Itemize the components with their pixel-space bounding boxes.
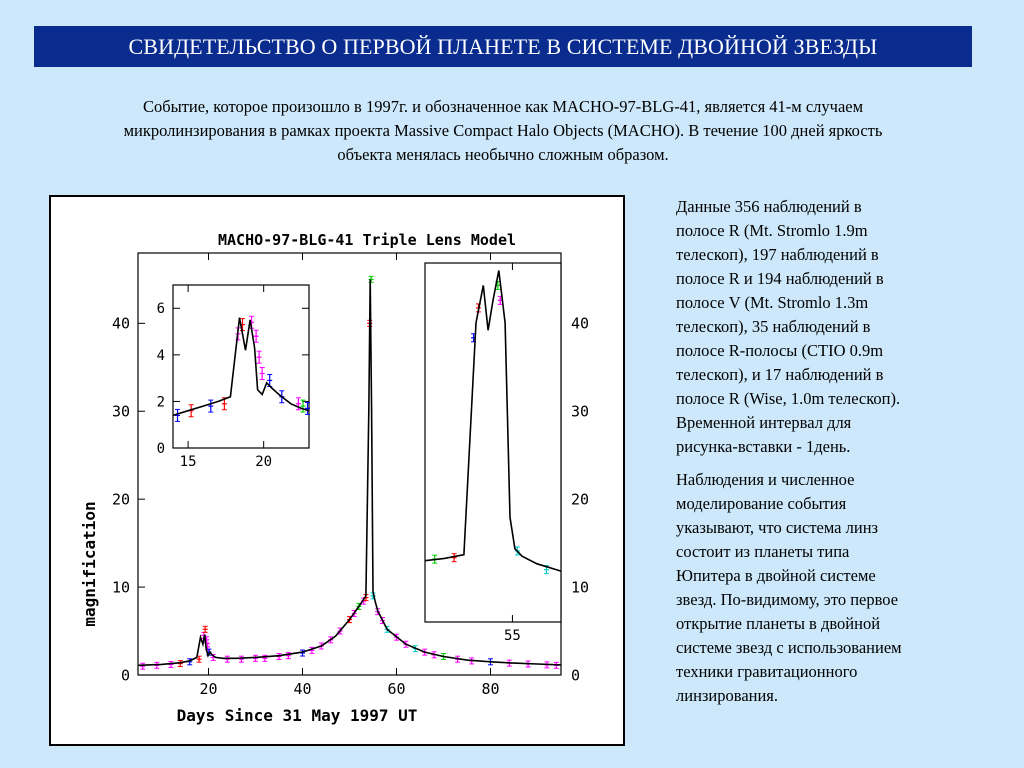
data-point xyxy=(239,656,244,662)
paragraph-line: полосе R (Wise, 1.0m телескоп). xyxy=(676,389,901,408)
paragraph-line: открытие планеты в двойной xyxy=(676,614,881,633)
paragraph-line: телескоп), и 17 наблюдений в xyxy=(676,365,884,384)
data-point xyxy=(140,663,145,669)
paragraph-line: моделирование события xyxy=(676,494,847,513)
chart-title: MACHO-97-BLG-41 Triple Lens Model xyxy=(217,231,517,249)
data-point xyxy=(203,626,208,632)
y-tick-label: 2 xyxy=(156,394,165,411)
y-tick-label: 10 xyxy=(111,578,130,597)
y-tick-label: 0 xyxy=(120,666,130,685)
y-tick-label-right: 20 xyxy=(571,490,590,509)
intro-line: объекта менялась необычно сложным образом. xyxy=(337,145,669,164)
x-tick-label: 15 xyxy=(179,454,197,470)
paragraph-line: системе звезд с использованием xyxy=(676,638,902,657)
y-axis-label: magnification xyxy=(80,501,99,627)
paragraph-line: Данные 356 наблюдений в xyxy=(676,197,862,216)
y-tick-label: 0 xyxy=(156,440,165,457)
paragraph-line: Юпитера в двойной системе xyxy=(676,566,876,585)
data-point xyxy=(369,276,374,282)
x-axis-label: Days Since 31 May 1997 UT xyxy=(176,706,418,725)
y-tick-label: 40 xyxy=(111,314,130,333)
paragraph-line: полосе V (Mt. Stromlo 1.3m xyxy=(676,293,869,312)
paragraph-line: телескоп), 35 наблюдений в xyxy=(676,317,871,336)
chart-canvas xyxy=(51,197,623,744)
intro-line: Событие, которое произошло в 1997г. и обозначенное как MACHO-97-BLG-41, является 41-м случаем xyxy=(142,97,864,116)
x-tick-label: 20 xyxy=(255,454,273,470)
paragraph-line: звезд. По-видимому, это первое xyxy=(676,590,899,609)
paragraph-line: техники гравитационного xyxy=(676,662,858,681)
y-tick-label: 4 xyxy=(156,347,165,364)
right-column-text xyxy=(676,195,976,717)
x-tick-label: 20 xyxy=(199,680,218,698)
data-point xyxy=(253,655,258,661)
slide-title: СВИДЕТЕЛЬСТВО О ПЕРВОЙ ПЛАНЕТЕ В СИСТЕМЕ ДВОЙНОЙ ЗВЕЗДЫ xyxy=(128,33,878,59)
light-curve-figure xyxy=(49,195,625,746)
y-tick-label: 6 xyxy=(156,301,165,318)
x-tick-label: 40 xyxy=(293,680,312,698)
x-tick-label: 60 xyxy=(387,680,406,698)
inset-background xyxy=(173,285,309,448)
paragraph-line: состоит из планеты типа xyxy=(676,542,850,561)
observations-paragraph xyxy=(676,195,976,459)
inset-background xyxy=(425,263,561,622)
x-tick-label: 80 xyxy=(481,680,500,698)
x-tick-label: 55 xyxy=(503,628,521,644)
paragraph-line: Наблюдения и численное xyxy=(676,470,855,489)
y-tick-label-right: 40 xyxy=(571,314,590,333)
y-tick-label: 20 xyxy=(111,490,130,509)
y-tick-label: 30 xyxy=(111,402,130,421)
paragraph-line: Временной интервал для xyxy=(676,413,852,432)
paragraph-line: указывают, что система линз xyxy=(676,518,879,537)
y-tick-label-right: 30 xyxy=(571,402,590,421)
data-point xyxy=(225,656,230,662)
paragraph-line: полосе R и 194 наблюдений в xyxy=(676,269,884,288)
paragraph-line: линзирования. xyxy=(676,686,779,705)
intro-line: микролинзирования в рамках проекта Massive Compact Halo Objects (MACHO). В течение 100 дней яркость xyxy=(123,121,883,140)
paragraph-line: телескоп), 197 наблюдений в xyxy=(676,245,879,264)
conclusion-paragraph xyxy=(676,468,976,708)
paragraph-line: рисунка-вставки - 1день. xyxy=(676,437,851,456)
y-tick-label-right: 0 xyxy=(571,666,581,685)
intro-paragraph xyxy=(30,95,976,167)
y-tick-label-right: 10 xyxy=(571,578,590,597)
paragraph-line: полосе R (Mt. Stromlo 1.9m xyxy=(676,221,868,240)
inset-plot-left xyxy=(157,285,310,470)
inset-plot-right xyxy=(425,263,561,644)
paragraph-line: полосе R-полосы (CTIO 0.9m xyxy=(676,341,884,360)
slide-title-bar xyxy=(34,26,972,67)
